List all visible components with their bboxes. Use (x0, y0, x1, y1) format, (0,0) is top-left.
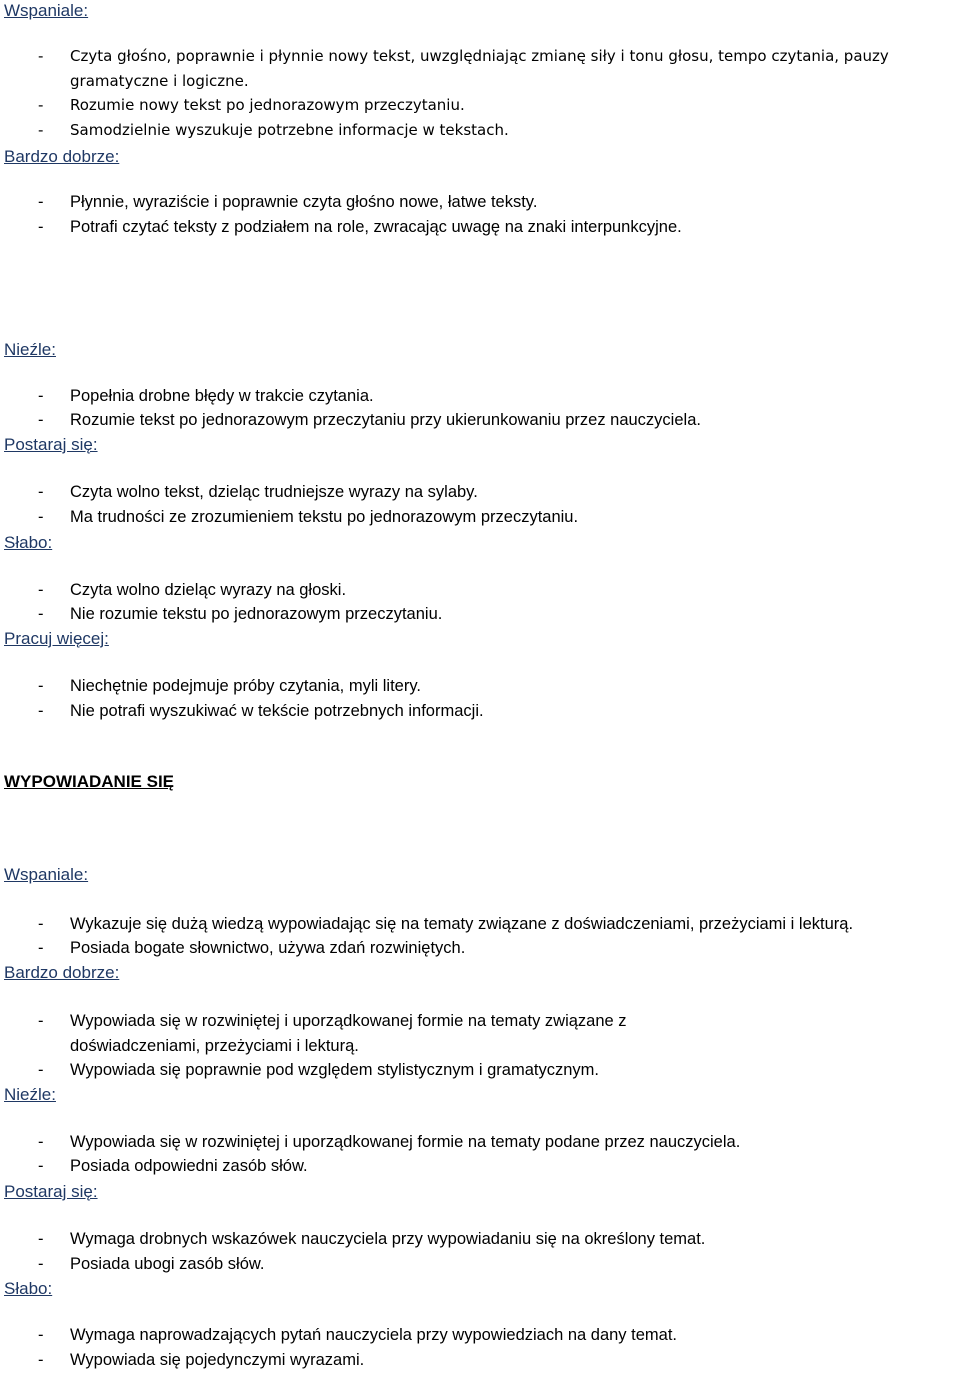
list-item: - Ma trudności ze zrozumieniem tekstu po jednorazowym przeczytaniu. (38, 508, 579, 526)
list-item: - Rozumie nowy tekst po jednorazowym przeczytaniu. (38, 96, 465, 114)
list-item: - Rozumie tekst po jednorazowym przeczytaniu przy ukierunkowaniu przez nauczyciela. (38, 411, 701, 429)
list-item: - Wypowiada się pojedynczymi wyrazami. (38, 1351, 365, 1369)
list-item: - Wykazuje się dużą wiedzą wypowiadając się na tematy związane z doświadczeniami, przeżyciami i lekturą. (38, 915, 854, 933)
list-item: - Posiada odpowiedni zasób słów. (38, 1157, 308, 1175)
list-item: - Wymaga naprowadzających pytań nauczyciela przy wypowiedziach na dany temat. (38, 1326, 677, 1344)
list-item: - Płynnie, wyraziście i poprawnie czyta głośno nowe, łatwe teksty. (38, 193, 538, 211)
list-item: - Posiada ubogi zasób słów. (38, 1255, 265, 1273)
list-item: - Popełnia drobne błędy w trakcie czytania. (38, 387, 374, 405)
list-item: - Czyta głośno, poprawnie i płynnie nowy tekst, uwzględniając zmianę siły i tonu głosu, tempo czytania, pauzy gramatyczne i logiczne. (38, 47, 889, 90)
grade-heading-slabo: Słabo: (4, 1279, 53, 1298)
grade-heading-slabo: Słabo: (4, 533, 53, 552)
grade-heading-bardzo-dobrze: Bardzo dobrze: (4, 147, 120, 166)
list-item: - Samodzielnie wyszukuje potrzebne informacje w tekstach. (38, 121, 509, 139)
list-item: - Wypowiada się w rozwiniętej i uporządkowanej formie na tematy związane z doświadczeniami, przeżyciami i lekturą. (38, 1012, 627, 1055)
grade-heading-postaraj-sie: Postaraj się: (4, 1182, 98, 1201)
list-item: - Wypowiada się poprawnie pod względem stylistycznym i gramatycznym. (38, 1061, 599, 1079)
list-item: - Wymaga drobnych wskazówek nauczyciela przy wypowiadaniu się na określony temat. (38, 1230, 706, 1248)
list-item: - Czyta wolno dzieląc wyrazy na głoski. (38, 581, 347, 599)
list-item: - Nie potrafi wyszukiwać w tekście potrzebnych informacji. (38, 702, 484, 720)
list-item: - Posiada bogate słownictwo, używa zdań rozwiniętych. (38, 939, 466, 957)
list-item: - Potrafi czytać teksty z podziałem na role, zwracając uwagę na znaki interpunkcyjne. (38, 218, 682, 236)
list-item: - Wypowiada się w rozwiniętej i uporządkowanej formie na tematy podane przez nauczyciela. (38, 1133, 741, 1151)
list-item: - Nie rozumie tekstu po jednorazowym przeczytaniu. (38, 605, 443, 623)
list-item: - Czyta wolno tekst, dzieląc trudniejsze wyrazy na sylaby. (38, 483, 478, 501)
grade-heading-wspaniale: Wspaniale: (4, 865, 89, 884)
grade-heading-postaraj-sie: Postaraj się: (4, 435, 98, 454)
section-title: WYPOWIADANIE SIĘ (4, 772, 175, 791)
list-item: - Niechętnie podejmuje próby czytania, myli litery. (38, 677, 421, 695)
grade-heading-niezle: Nieźle: (4, 340, 56, 359)
grade-heading-wspaniale: Wspaniale: (4, 1, 89, 20)
grade-heading-bardzo-dobrze: Bardzo dobrze: (4, 963, 120, 982)
grade-heading-pracuj-wiecej: Pracuj więcej: (4, 629, 109, 648)
grade-heading-niezle: Nieźle: (4, 1085, 56, 1104)
